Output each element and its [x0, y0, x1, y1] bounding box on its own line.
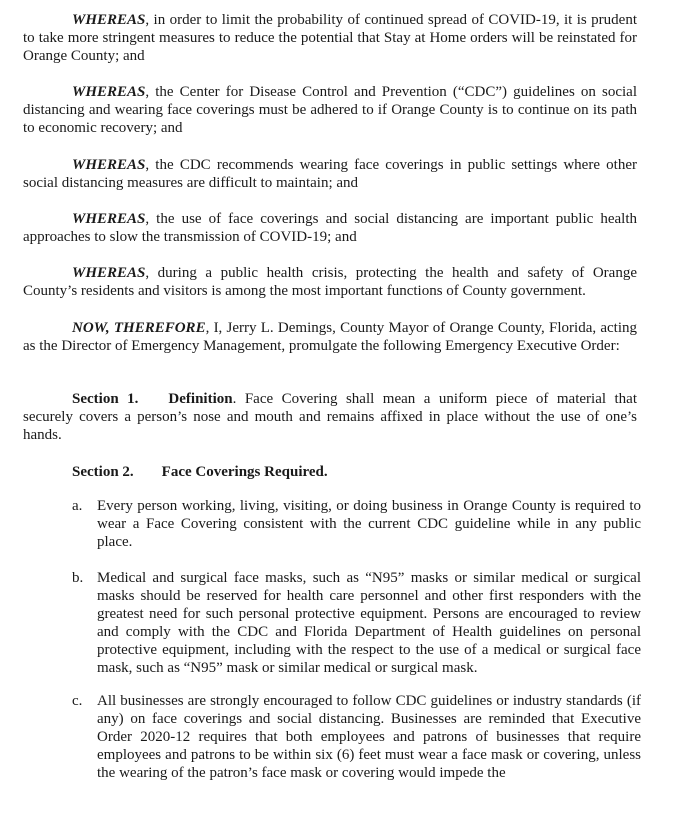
whereas-paragraph-1	[23, 11, 637, 65]
paragraph-text: , the Center for Disease Control and Prevention (“CDC”) guidelines on social distancing and wearing face coverings must be adhered to if Orange County is to continue on its path to economic recovery; and	[23, 84, 637, 136]
list-marker: b.	[72, 570, 84, 586]
now-therefore-lead: NOW, THEREFORE	[72, 320, 206, 336]
list-item-b	[72, 569, 641, 677]
paragraph-text: , the use of face coverings and social distancing are important public health approaches to slow the transmission of COVID-19; and	[23, 211, 637, 245]
list-item-c	[72, 692, 641, 782]
section-2-number: Section 2.	[72, 464, 134, 480]
section-1-paragraph	[23, 390, 637, 444]
section-2-heading	[72, 463, 328, 481]
paragraph-text: , during a public health crisis, protecting the health and safety of Orange County’s residents and visitors is among the most important functions of County government.	[23, 265, 637, 299]
list-item-text: Medical and surgical face masks, such as “N95” masks or similar medical or surgical masks should be reserved for health care personnel and other first responders with the greatest need for such personal protective equipment. Persons are encouraged to review and comply with the CDC and Florida Department of Health guidelines on personal protective equipment, including with the respect to the use of a medical or surgical face mask, such as “N95” mask or similar medical or surgical mask.	[97, 570, 641, 676]
now-therefore-paragraph	[23, 319, 637, 355]
list-marker: c.	[72, 693, 83, 709]
section-1-title: Definition	[168, 391, 233, 407]
whereas-lead: WHEREAS	[72, 211, 146, 227]
list-marker: a.	[72, 498, 83, 514]
whereas-paragraph-5	[23, 264, 637, 300]
list-item-text: All businesses are strongly encouraged to follow CDC guidelines or industry standards (if any) on face coverings and social distancing. Businesses are reminded that Executive Order 2020-12 requires that both employees and patrons of businesses that require employees and patrons to be within six (6) feet must wear a face mask or covering, unless the wearing of the patron’s face mask or covering would impede the	[97, 693, 641, 781]
paragraph-text: , in order to limit the probability of continued spread of COVID-19, it is prudent to take more stringent measures to reduce the potential that Stay at Home orders will be reinstated for Orange County; and	[23, 12, 637, 64]
section-1-text: . Face Covering shall mean a uniform piece of material that securely covers a person’s nose and mouth and remains affixed in place without the use of one’s hands.	[23, 391, 638, 443]
whereas-lead: WHEREAS	[72, 12, 146, 28]
list-item-text: Every person working, living, visiting, or doing business in Orange County is required to wear a Face Covering consistent with the current CDC guideline while in any public place.	[97, 498, 641, 550]
whereas-paragraph-3	[23, 156, 637, 192]
section-1-number: Section 1.	[72, 391, 139, 407]
whereas-paragraph-4	[23, 210, 637, 246]
section-2-title: Face Coverings Required.	[161, 464, 328, 480]
paragraph-text: , the CDC recommends wearing face coverings in public settings where other social distancing measures are difficult to maintain; and	[23, 157, 637, 191]
whereas-lead: WHEREAS	[72, 157, 146, 173]
whereas-lead: WHEREAS	[72, 84, 146, 100]
paragraph-text: , I, Jerry L. Demings, County Mayor of Orange County, Florida, acting as the Director of Emergency Management, promulgate the following Emergency Executive Order:	[23, 320, 637, 354]
list-item-a	[72, 497, 641, 551]
whereas-paragraph-2	[23, 83, 637, 137]
whereas-lead: WHEREAS	[72, 265, 146, 281]
